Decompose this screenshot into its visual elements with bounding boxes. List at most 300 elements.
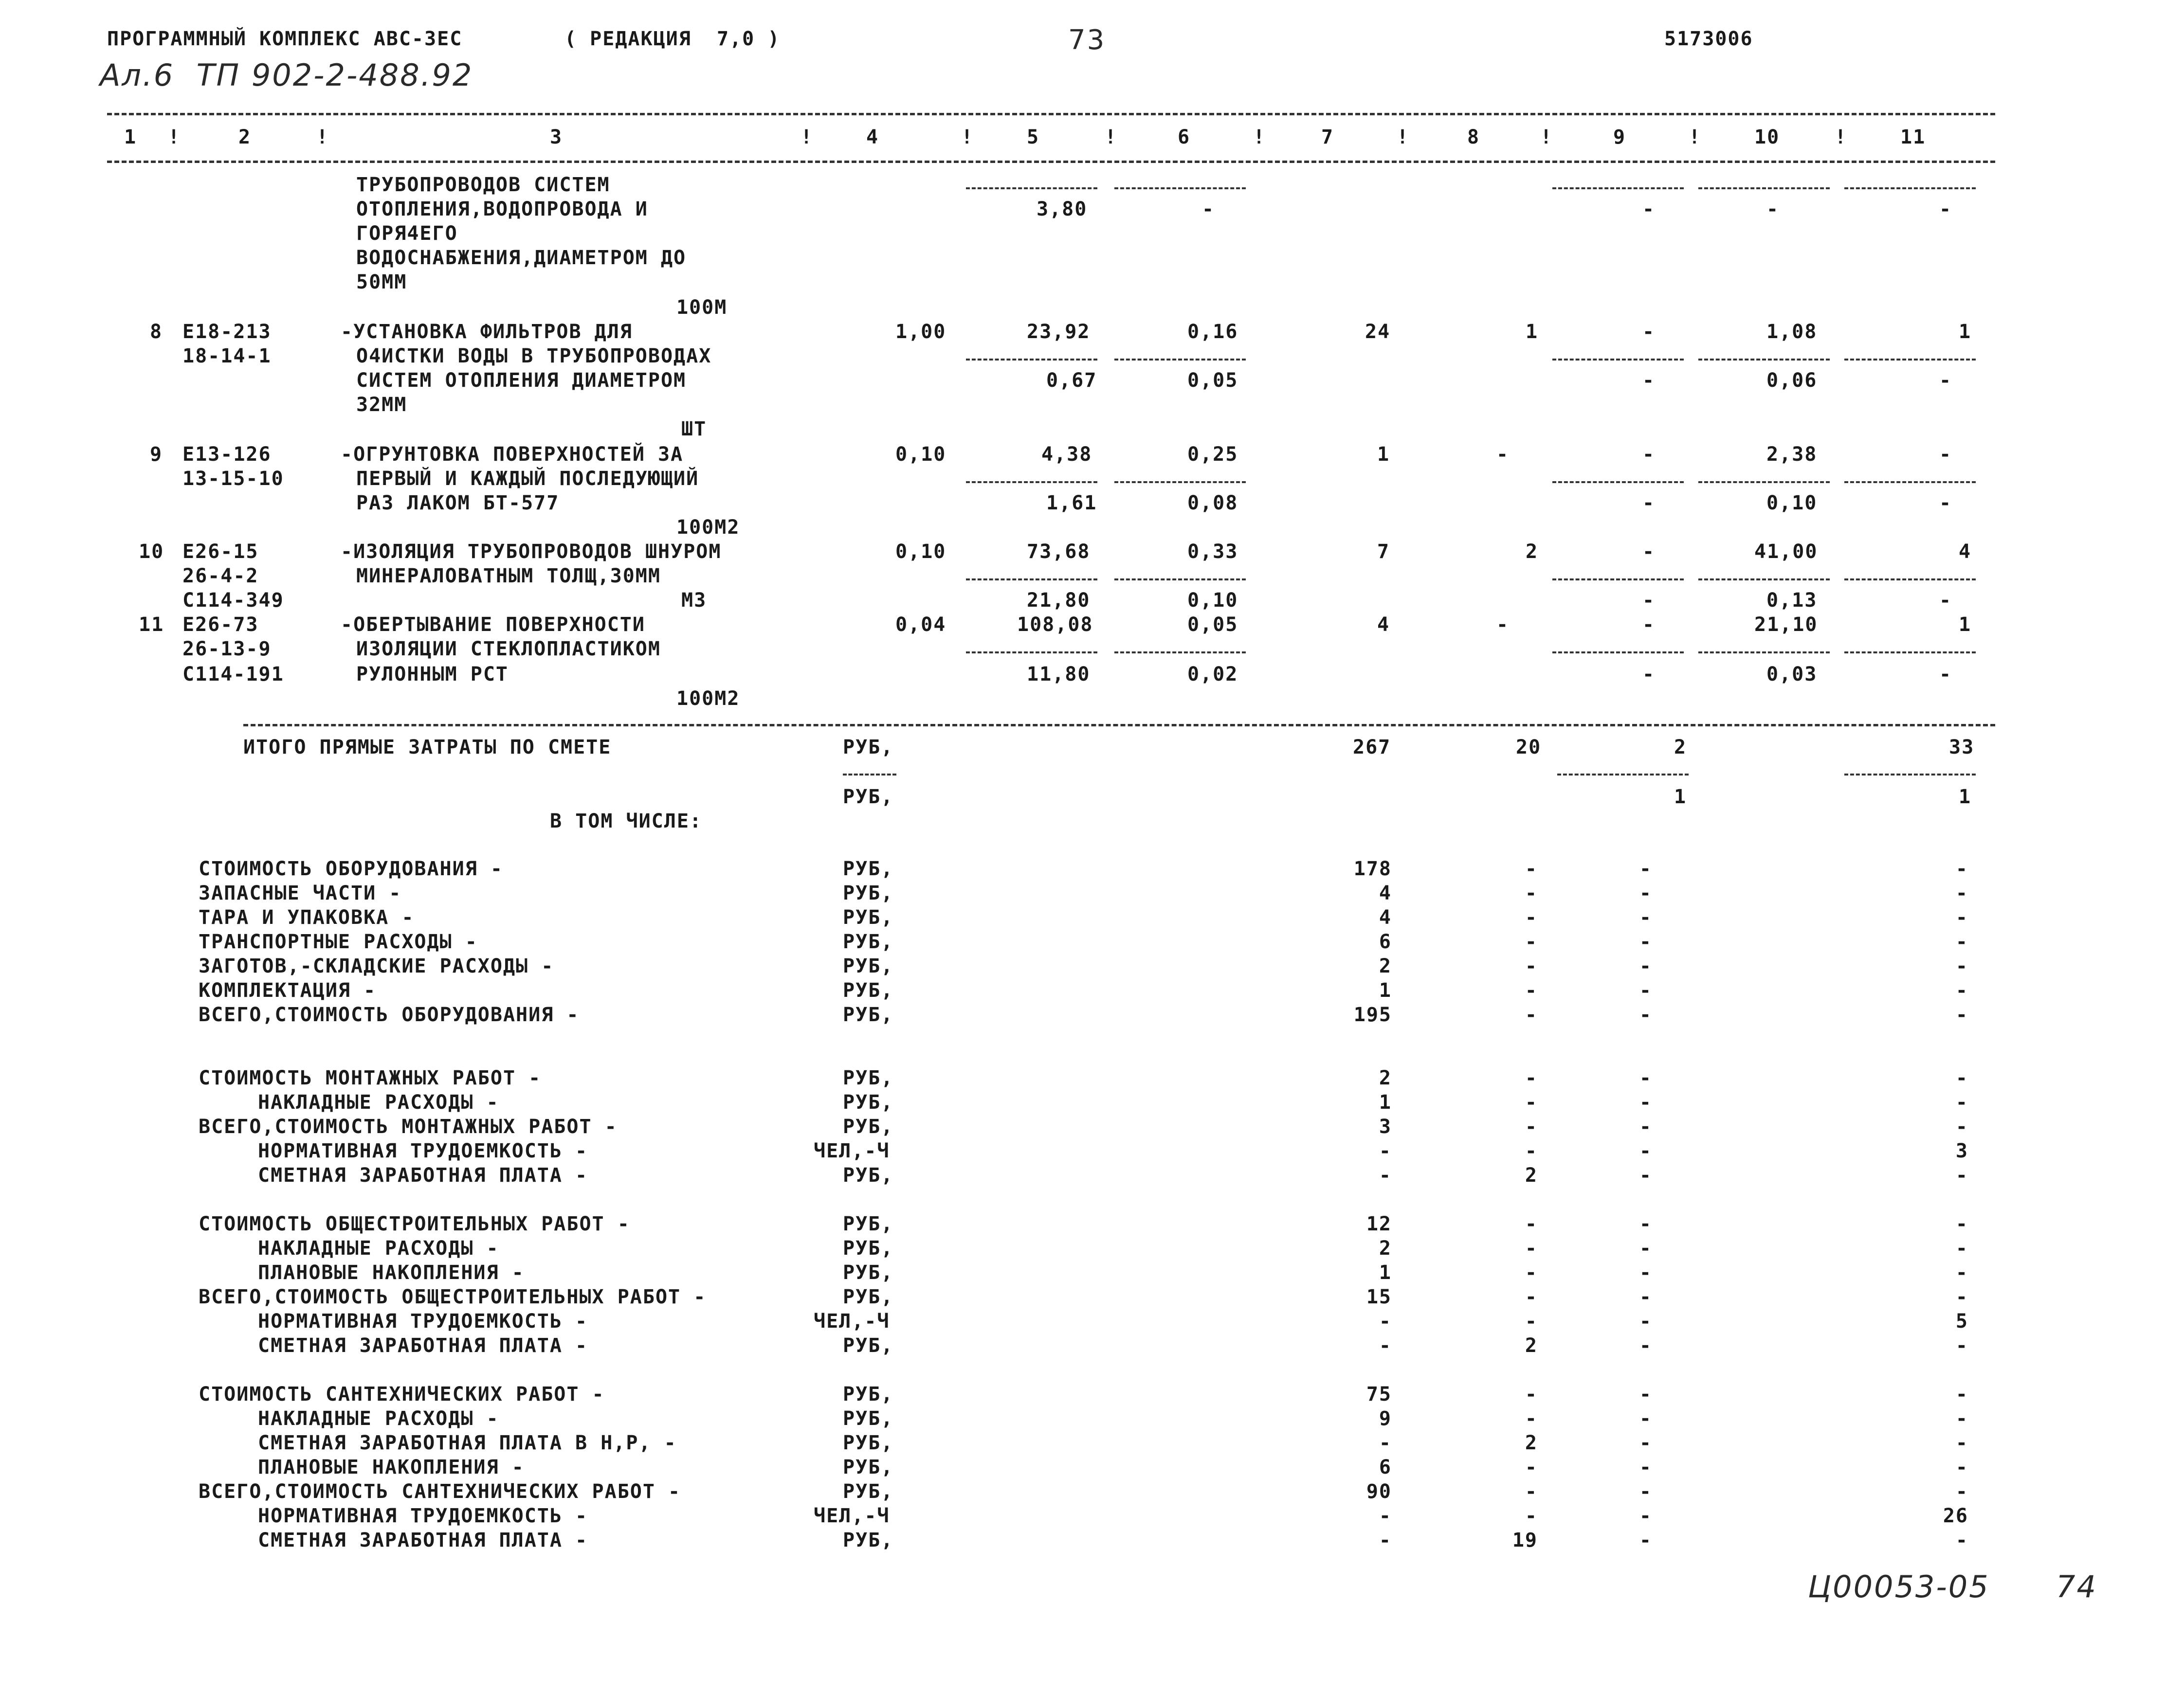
cell-col6: 0,33 — [1187, 541, 1238, 563]
summary-cell-c7: 1 — [1379, 1262, 1392, 1284]
item-description-line: ГОРЯ4ЕГО — [356, 222, 458, 245]
item-description-line: ПЕРВЫЙ И КАЖДЫЙ ПОСЛЕДУЮЩИЙ — [356, 468, 699, 490]
item-code: С114-191 — [182, 663, 284, 685]
subline-rule — [966, 651, 1097, 653]
subline-rule — [966, 187, 1097, 189]
cell-col10-sub: - — [1766, 198, 1780, 220]
cell-col6-sub: 0,02 — [1187, 663, 1238, 685]
totals-unit: РУБ, — [843, 736, 894, 758]
item-number: 8 — [150, 321, 163, 343]
summary-cell-c9: - — [1639, 1262, 1652, 1284]
summary-cell-c8: - — [1525, 1091, 1538, 1114]
summary-label: ВСЕГО,СТОИМОСТЬ САНТЕХНИЧЕСКИХ РАБОТ - — [199, 1480, 681, 1503]
cell-col6: 0,05 — [1187, 613, 1238, 636]
cell-col5-sub: 21,80 — [1027, 589, 1091, 612]
summary-cell-c8: - — [1525, 1237, 1538, 1260]
summary-unit: РУБ, — [843, 1116, 894, 1138]
cell-col5: 23,92 — [1027, 321, 1091, 343]
summary-cell-c11: - — [1955, 1164, 1968, 1187]
totals-col11-sub: 1 — [1959, 786, 1972, 808]
summary-cell-c7: 2 — [1379, 1237, 1392, 1260]
item-code: Е26-73 — [182, 613, 259, 636]
summary-cell-c9: - — [1639, 1334, 1652, 1357]
summary-cell-c7: 3 — [1379, 1116, 1392, 1138]
summary-unit: РУБ, — [843, 1383, 894, 1406]
summary-cell-c7: 2 — [1379, 955, 1392, 977]
summary-cell-c8: - — [1525, 1383, 1538, 1406]
col-separator: ! — [961, 126, 974, 148]
cell-col5: 73,68 — [1027, 541, 1091, 563]
cell-col10-sub: 0,06 — [1766, 369, 1818, 392]
cell-col7: 1 — [1377, 443, 1390, 466]
summary-cell-c8: - — [1525, 858, 1538, 880]
summary-cell-c7: - — [1379, 1334, 1392, 1357]
summary-label: ЗАПАСНЫЕ ЧАСТИ - — [199, 882, 402, 904]
subline-rule — [1698, 187, 1830, 189]
subline-rule — [1552, 481, 1684, 483]
cell-col4: 0,10 — [895, 541, 946, 563]
subline-rule — [1698, 359, 1830, 361]
cell-col9: - — [1642, 443, 1656, 466]
summary-unit: РУБ, — [843, 1067, 894, 1089]
subline-rule — [1844, 774, 1976, 775]
totals-col11: 33 — [1949, 736, 1975, 758]
subline-rule — [843, 774, 896, 775]
summary-unit: РУБ, — [843, 906, 894, 929]
cell-col11-sub: - — [1939, 492, 1952, 514]
summary-cell-c9: - — [1639, 1505, 1652, 1527]
summary-cell-c11: - — [1955, 1213, 1968, 1235]
summary-unit: РУБ, — [843, 1237, 894, 1260]
summary-cell-c8: - — [1525, 1140, 1538, 1162]
col-header-3: 3 — [550, 126, 563, 148]
cell-col9-sub: - — [1642, 663, 1656, 685]
totals-rule — [243, 724, 1995, 726]
summary-unit: РУБ, — [843, 1213, 894, 1235]
totals-col9-sub: 1 — [1674, 786, 1687, 808]
summary-cell-c8: - — [1525, 906, 1538, 929]
subline-rule — [1844, 651, 1976, 653]
summary-cell-c9: - — [1639, 1529, 1652, 1551]
summary-label: ВСЕГО,СТОИМОСТЬ ОБЩЕСТРОИТЕЛЬНЫХ РАБОТ - — [199, 1286, 707, 1308]
col-separator: ! — [1689, 126, 1702, 148]
summary-label: ТАРА И УПАКОВКА - — [199, 906, 415, 929]
handwritten-stamp: Ц00053-05 — [1808, 1569, 1990, 1605]
col-header-4: 4 — [866, 126, 879, 148]
item-description-line: ИЗОЛЯЦИИ СТЕКЛОПЛАСТИКОМ — [356, 638, 661, 660]
summary-cell-c11: - — [1955, 1067, 1968, 1089]
summary-cell-c8: - — [1525, 1262, 1538, 1284]
summary-cell-c8: - — [1525, 1456, 1538, 1479]
summary-cell-c7: 15 — [1366, 1286, 1392, 1308]
summary-cell-c11: - — [1955, 1004, 1968, 1026]
summary-cell-c7: 12 — [1366, 1213, 1392, 1235]
handwritten-album-reference: Ал.6 ТП 902-2-488.92 — [100, 57, 473, 93]
subline-rule — [1114, 359, 1246, 361]
cell-col9-sub: - — [1642, 369, 1656, 392]
subline-rule — [1698, 651, 1830, 653]
summary-cell-c9: - — [1639, 1383, 1652, 1406]
summary-cell-c11: - — [1955, 1334, 1968, 1357]
summary-cell-c8: - — [1525, 1116, 1538, 1138]
summary-label: ТРАНСПОРТНЫЕ РАСХОДЫ - — [199, 931, 478, 953]
cell-col11: - — [1939, 443, 1952, 466]
summary-cell-c7: 9 — [1379, 1407, 1392, 1430]
item-unit: ШТ — [681, 418, 707, 440]
summary-unit: РУБ, — [843, 979, 894, 1002]
col-header-6: 6 — [1178, 126, 1191, 148]
cell-col8: 1 — [1526, 321, 1539, 343]
col-separator: ! — [316, 126, 329, 148]
cell-col8: 2 — [1526, 541, 1539, 563]
summary-label: НАКЛАДНЫЕ РАСХОДЫ - — [258, 1407, 499, 1430]
summary-cell-c7: - — [1379, 1310, 1392, 1333]
summary-cell-c11: - — [1955, 1286, 1968, 1308]
cell-col6-sub: 0,08 — [1187, 492, 1238, 514]
summary-label: ВСЕГО,СТОИМОСТЬ МОНТАЖНЫХ РАБОТ - — [199, 1116, 618, 1138]
summary-cell-c11: - — [1955, 1237, 1968, 1260]
summary-unit: РУБ, — [843, 1456, 894, 1479]
subline-rule — [1698, 481, 1830, 483]
col-header-2: 2 — [238, 126, 252, 148]
cell-col8: - — [1496, 613, 1510, 636]
cell-col9-sub: - — [1642, 589, 1656, 612]
summary-cell-c9: - — [1639, 1432, 1652, 1454]
summary-cell-c7: - — [1379, 1505, 1392, 1527]
item-unit: М3 — [681, 589, 707, 612]
col-header-8: 8 — [1467, 126, 1480, 148]
summary-unit: РУБ, — [843, 1286, 894, 1308]
summary-cell-c9: - — [1639, 858, 1652, 880]
cell-col7: 7 — [1377, 541, 1390, 563]
cell-col10: 41,00 — [1754, 541, 1818, 563]
cell-col9-sub: - — [1642, 492, 1656, 514]
cell-col10: 1,08 — [1766, 321, 1818, 343]
summary-label: КОМПЛЕКТАЦИЯ - — [199, 979, 377, 1002]
cell-col7: 4 — [1377, 613, 1390, 636]
summary-unit: РУБ, — [843, 1432, 894, 1454]
summary-cell-c7: - — [1379, 1529, 1392, 1551]
subline-rule — [966, 481, 1097, 483]
cell-col7: 24 — [1365, 321, 1391, 343]
summary-cell-c9: - — [1639, 1213, 1652, 1235]
summary-cell-c9: - — [1639, 1067, 1652, 1089]
edition-label: ( РЕДАКЦИЯ 7,0 ) — [564, 28, 781, 50]
cell-col5-sub: 11,80 — [1027, 663, 1091, 685]
cell-col6: 0,25 — [1187, 443, 1238, 466]
item-code: Е18-213 — [182, 321, 272, 343]
summary-cell-c8: - — [1525, 1505, 1538, 1527]
subline-rule — [1552, 187, 1684, 189]
summary-unit: ЧЕЛ,-Ч — [814, 1505, 890, 1527]
summary-label: НОРМАТИВНАЯ ТРУДОЕМКОСТЬ - — [258, 1505, 588, 1527]
summary-cell-c8: - — [1525, 1286, 1538, 1308]
cell-col11: 4 — [1959, 541, 1972, 563]
item-number: 9 — [150, 443, 163, 466]
summary-cell-c11: - — [1955, 858, 1968, 880]
summary-unit: РУБ, — [843, 1262, 894, 1284]
cell-col9: - — [1642, 613, 1656, 636]
subline-rule — [1698, 578, 1830, 580]
summary-cell-c9: - — [1639, 1407, 1652, 1430]
summary-label: НАКЛАДНЫЕ РАСХОДЫ - — [258, 1091, 499, 1114]
summary-cell-c8: - — [1525, 931, 1538, 953]
summary-cell-c11: - — [1955, 931, 1968, 953]
cell-col5-sub: 3,80 — [1037, 198, 1088, 220]
summary-label: ВСЕГО,СТОИМОСТЬ ОБОРУДОВАНИЯ - — [199, 1004, 580, 1026]
summary-unit: РУБ, — [843, 1407, 894, 1430]
summary-cell-c9: - — [1639, 979, 1652, 1002]
col-separator: ! — [1835, 126, 1848, 148]
item-description-line: -ОБЕРТЫВАНИЕ ПОВЕРХНОСТИ — [341, 613, 645, 636]
summary-cell-c9: - — [1639, 882, 1652, 904]
document-code: 5173006 — [1664, 28, 1753, 50]
summary-unit: ЧЕЛ,-Ч — [814, 1140, 890, 1162]
summary-label: ПЛАНОВЫЕ НАКОПЛЕНИЯ - — [258, 1456, 525, 1479]
cell-col9: - — [1642, 321, 1656, 343]
summary-label: СТОИМОСТЬ ОБОРУДОВАНИЯ - — [199, 858, 503, 880]
summary-cell-c11: - — [1955, 1529, 1968, 1551]
cell-col4: 1,00 — [895, 321, 946, 343]
item-code: 13-15-10 — [182, 468, 284, 490]
summary-cell-c8: - — [1525, 1480, 1538, 1503]
summary-cell-c7: 1 — [1379, 1091, 1392, 1114]
cell-col11-sub: - — [1939, 369, 1952, 392]
summary-cell-c9: - — [1639, 1237, 1652, 1260]
summary-cell-c11: - — [1955, 1456, 1968, 1479]
summary-unit: ЧЕЛ,-Ч — [814, 1310, 890, 1333]
summary-cell-c11: - — [1955, 1432, 1968, 1454]
summary-cell-c8: - — [1525, 1004, 1538, 1026]
item-description-line: РУЛОННЫМ РСТ — [356, 663, 509, 685]
summary-label: СТОИМОСТЬ САНТЕХНИЧЕСКИХ РАБОТ - — [199, 1383, 605, 1406]
summary-unit: РУБ, — [843, 858, 894, 880]
summary-unit: РУБ, — [843, 931, 894, 953]
summary-cell-c8: 2 — [1525, 1164, 1538, 1187]
summary-cell-c11: - — [1955, 1091, 1968, 1114]
summary-unit: РУБ, — [843, 1529, 894, 1551]
item-code: 18-14-1 — [182, 345, 272, 367]
totals-unit-2: РУБ, — [843, 786, 894, 808]
col-separator: ! — [1540, 126, 1553, 148]
item-description-line: МИНЕРАЛОВАТНЫМ ТОЛЩ,30ММ — [356, 565, 661, 587]
totals-col9: 2 — [1674, 736, 1687, 758]
summary-cell-c7: 75 — [1366, 1383, 1392, 1406]
summary-cell-c7: 4 — [1379, 882, 1392, 904]
cell-col5-sub: 1,61 — [1046, 492, 1097, 514]
summary-label: СМЕТНАЯ ЗАРАБОТНАЯ ПЛАТА - — [258, 1529, 588, 1551]
summary-cell-c7: 178 — [1353, 858, 1392, 880]
item-description-line: -УСТАНОВКА ФИЛЬТРОВ ДЛЯ — [341, 321, 633, 343]
summary-cell-c11: - — [1955, 882, 1968, 904]
subline-rule — [1552, 651, 1684, 653]
summary-label: НАКЛАДНЫЕ РАСХОДЫ - — [258, 1237, 499, 1260]
summary-cell-c7: 6 — [1379, 1456, 1392, 1479]
summary-cell-c7: 4 — [1379, 906, 1392, 929]
summary-label: НОРМАТИВНАЯ ТРУДОЕМКОСТЬ - — [258, 1310, 588, 1333]
col-header-5: 5 — [1027, 126, 1040, 148]
summary-cell-c11: - — [1955, 906, 1968, 929]
totals-title: ИТОГО ПРЯМЫЕ ЗАТРАТЫ ПО СМЕТЕ — [243, 736, 612, 758]
col-separator: ! — [1253, 126, 1266, 148]
summary-unit: РУБ, — [843, 955, 894, 977]
summary-cell-c8: - — [1525, 955, 1538, 977]
cell-col11-sub: - — [1939, 589, 1952, 612]
subline-rule — [1557, 774, 1689, 775]
item-description-line: 32ММ — [356, 394, 407, 416]
subline-rule — [1844, 578, 1976, 580]
cell-col6-sub: 0,05 — [1187, 369, 1238, 392]
cell-col5: 4,38 — [1041, 443, 1092, 466]
item-code: 26-13-9 — [182, 638, 272, 660]
summary-cell-c7: - — [1379, 1432, 1392, 1454]
col-separator: ! — [1397, 126, 1410, 148]
cell-col10-sub: 0,03 — [1766, 663, 1818, 685]
item-description-line: РАЗ ЛАКОМ БТ-577 — [356, 492, 560, 514]
summary-cell-c9: - — [1639, 931, 1652, 953]
cell-col11-sub: - — [1939, 198, 1952, 220]
subline-rule — [1844, 359, 1976, 361]
item-description-line: ВОДОСНАБЖЕНИЯ,ДИАМЕТРОМ ДО — [356, 247, 687, 269]
summary-cell-c8: - — [1525, 1213, 1538, 1235]
cell-col9: - — [1642, 541, 1656, 563]
col-header-1: 1 — [124, 126, 137, 148]
cell-col11: 1 — [1959, 321, 1972, 343]
summary-unit: РУБ, — [843, 1480, 894, 1503]
summary-cell-c11: - — [1955, 1480, 1968, 1503]
subline-rule — [1844, 187, 1976, 189]
cell-col10-sub: 0,10 — [1766, 492, 1818, 514]
summary-cell-c7: 90 — [1366, 1480, 1392, 1503]
summary-cell-c9: - — [1639, 1164, 1652, 1187]
summary-cell-c7: 2 — [1379, 1067, 1392, 1089]
item-description-line: О4ИСТКИ ВОДЫ В ТРУБОПРОВОДАХ — [356, 345, 712, 367]
summary-unit: РУБ, — [843, 1091, 894, 1114]
item-description-line: СИСТЕМ ОТОПЛЕНИЯ ДИАМЕТРОМ — [356, 369, 687, 392]
subline-rule — [966, 578, 1097, 580]
cell-col6-sub: - — [1202, 198, 1215, 220]
col-separator: ! — [168, 126, 181, 148]
summary-cell-c11: - — [1955, 979, 1968, 1002]
item-description-line: 50ММ — [356, 271, 407, 293]
summary-cell-c7: 195 — [1353, 1004, 1392, 1026]
cell-col11: 1 — [1959, 613, 1972, 636]
summary-label: СТОИМОСТЬ МОНТАЖНЫХ РАБОТ - — [199, 1067, 542, 1089]
summary-unit: РУБ, — [843, 1004, 894, 1026]
summary-cell-c11: 3 — [1955, 1140, 1968, 1162]
summary-cell-c9: - — [1639, 1456, 1652, 1479]
summary-cell-c7: 6 — [1379, 931, 1392, 953]
cell-col8: - — [1496, 443, 1510, 466]
summary-cell-c9: - — [1639, 1286, 1652, 1308]
col-separator: ! — [1105, 126, 1118, 148]
summary-cell-c11: - — [1955, 1407, 1968, 1430]
summary-label: ЗАГОТОВ,-СКЛАДСКИЕ РАСХОДЫ - — [199, 955, 554, 977]
summary-cell-c8: - — [1525, 1310, 1538, 1333]
cell-col10-sub: 0,13 — [1766, 589, 1818, 612]
item-code: С114-349 — [182, 589, 284, 612]
totals-col7: 267 — [1353, 736, 1391, 758]
page-number: 73 — [1068, 24, 1106, 56]
summary-cell-c11: - — [1955, 1116, 1968, 1138]
subline-rule — [966, 359, 1097, 361]
summary-cell-c8: - — [1525, 882, 1538, 904]
cell-col10: 21,10 — [1754, 613, 1818, 636]
summary-cell-c9: - — [1639, 1480, 1652, 1503]
summary-cell-c7: - — [1379, 1164, 1392, 1187]
subline-rule — [1114, 578, 1246, 580]
item-number: 10 — [139, 541, 164, 563]
subline-rule — [1552, 359, 1684, 361]
summary-label: НОРМАТИВНАЯ ТРУДОЕМКОСТЬ - — [258, 1140, 588, 1162]
cell-col6-sub: 0,10 — [1187, 589, 1238, 612]
summary-label: ПЛАНОВЫЕ НАКОПЛЕНИЯ - — [258, 1262, 525, 1284]
summary-cell-c9: - — [1639, 906, 1652, 929]
col-header-9: 9 — [1613, 126, 1626, 148]
summary-unit: РУБ, — [843, 1164, 894, 1187]
cell-col6: 0,16 — [1187, 321, 1238, 343]
totals-col8: 20 — [1516, 736, 1542, 758]
summary-label: СТОИМОСТЬ ОБЩЕСТРОИТЕЛЬНЫХ РАБОТ - — [199, 1213, 630, 1235]
item-description-line: ТРУБОПРОВОДОВ СИСТЕМ — [356, 174, 610, 196]
subline-rule — [1114, 651, 1246, 653]
summary-cell-c8: 2 — [1525, 1334, 1538, 1357]
summary-cell-c11: - — [1955, 1383, 1968, 1406]
summary-unit: РУБ, — [843, 1334, 894, 1357]
item-unit: 100М — [676, 296, 728, 319]
summary-cell-c8: 2 — [1525, 1432, 1538, 1454]
item-code: Е13-126 — [182, 443, 272, 466]
cell-col10: 2,38 — [1766, 443, 1818, 466]
summary-cell-c11: - — [1955, 955, 1968, 977]
cell-col4: 0,04 — [895, 613, 946, 636]
header-top-rule — [107, 113, 1995, 115]
item-number: 11 — [139, 613, 164, 636]
cell-col5-sub: 0,67 — [1046, 369, 1097, 392]
summary-cell-c9: - — [1639, 1091, 1652, 1114]
subline-rule — [1114, 187, 1246, 189]
summary-label: СМЕТНАЯ ЗАРАБОТНАЯ ПЛАТА - — [258, 1334, 588, 1357]
summary-cell-c8: - — [1525, 1407, 1538, 1430]
header-bottom-rule — [107, 161, 1995, 163]
program-title: ПРОГРАММНЫЙ КОМПЛЕКС АВС-ЗЕС — [107, 28, 463, 50]
item-description-line: ОТОПЛЕНИЯ,ВОДОПРОВОДА И — [356, 198, 648, 220]
item-description-line: -ОГРУНТОВКА ПОВЕРХНОСТЕЙ ЗА — [341, 443, 684, 466]
item-code: 26-4-2 — [182, 565, 259, 587]
item-unit: 100М2 — [676, 516, 740, 539]
summary-cell-c8: - — [1525, 979, 1538, 1002]
summary-label: СМЕТНАЯ ЗАРАБОТНАЯ ПЛАТА В Н,Р, - — [258, 1432, 677, 1454]
including-heading: В ТОМ ЧИСЛЕ: — [550, 810, 702, 832]
subline-rule — [1552, 578, 1684, 580]
col-separator: ! — [801, 126, 814, 148]
item-unit: 100М2 — [676, 687, 740, 710]
col-header-10: 10 — [1754, 126, 1780, 148]
subline-rule — [1114, 481, 1246, 483]
summary-cell-c7: 1 — [1379, 979, 1392, 1002]
cell-col5: 108,08 — [1017, 613, 1093, 636]
handwritten-page-number: 74 — [2056, 1569, 2097, 1605]
summary-cell-c8: 19 — [1512, 1529, 1538, 1551]
summary-cell-c9: - — [1639, 1116, 1652, 1138]
summary-cell-c9: - — [1639, 1310, 1652, 1333]
item-code: Е26-15 — [182, 541, 259, 563]
cell-col11-sub: - — [1939, 663, 1952, 685]
summary-cell-c11: 5 — [1955, 1310, 1968, 1333]
cell-col4: 0,10 — [895, 443, 946, 466]
subline-rule — [1844, 481, 1976, 483]
summary-cell-c9: - — [1639, 1140, 1652, 1162]
